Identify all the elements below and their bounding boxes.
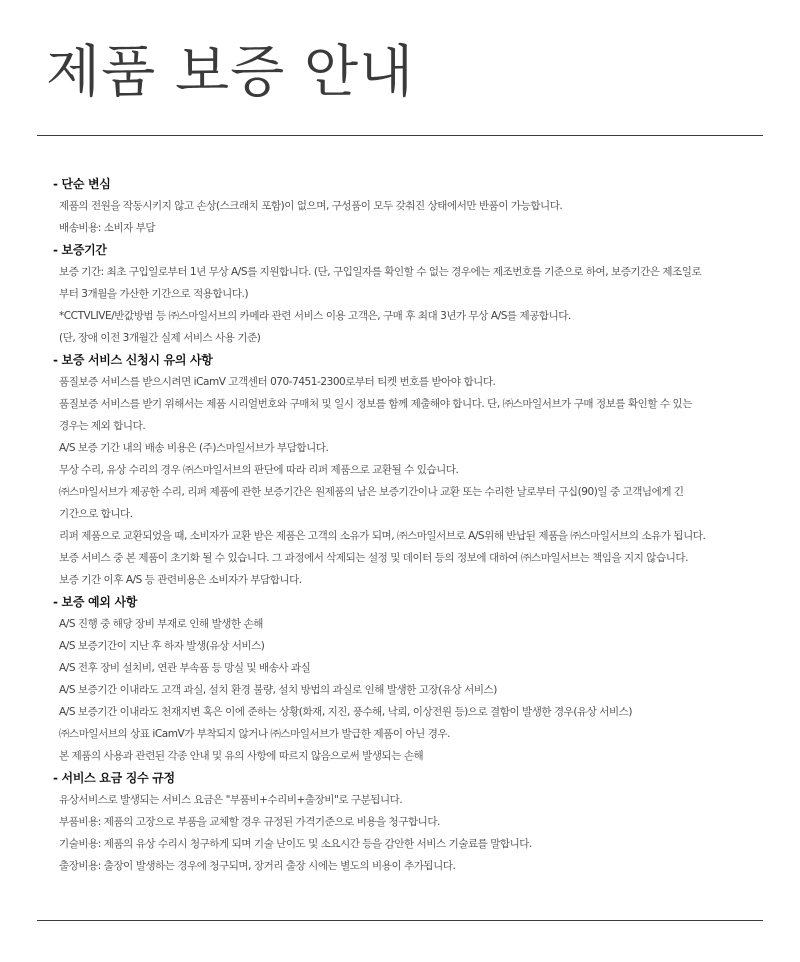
section-body (53, 195, 768, 239)
text-line: 기술비용: 제품의 유상 수리시 청구하게 되며 기술 난이도 및 소요시간 등을 감안한 서비스 기술료를 말합니다. (59, 838, 532, 850)
text-line: 배송비용: 소비자 부담 (59, 222, 156, 234)
text-line: A/S 전후 장비 설치비, 연관 부속품 등 망실 및 배송사 과실 (59, 662, 311, 674)
text-line: 출장비용: 출장이 발생하는 경우에 청구되며, 장거리 출장 시에는 별도의 비용이 추가됩니다. (59, 860, 456, 872)
text-line: 유상서비스로 발생되는 서비스 요금은 "부품비+수리비+출장비"로 구분됩니다. (59, 794, 403, 806)
section-body (53, 613, 768, 767)
text-line: 리퍼 제품으로 교환되었을 때, 소비자가 교환 받은 제품은 고객의 소유가 되며, ㈜스마일서브로 A/S위해 반납된 제품을 ㈜스마일서브의 소유가 됩니다. (59, 530, 706, 542)
text-line: 본 제품의 사용과 관련된 각종 안내 및 유의 사항에 따르지 않음으로써 발생되는 손해 (59, 750, 424, 762)
bottom-divider (37, 920, 763, 921)
section-heading: - 단순 변심 (53, 177, 111, 191)
text-line: 기간으로 합니다. (59, 508, 133, 520)
section-simple-change-of-mind (53, 173, 768, 239)
text-line: 무상 수리, 유상 수리의 경우 ㈜스마일서브의 판단에 따라 리퍼 제품으로 교환될 수 있습니다. (59, 464, 459, 476)
text-line: (단, 장애 이전 3개월간 실제 서비스 사용 기준) (59, 332, 261, 344)
section-warranty-exclusions (53, 591, 768, 767)
section-body (53, 261, 768, 349)
section-heading: - 보증 예외 사항 (53, 595, 138, 609)
text-line: ㈜스마일서브의 상표 iCamV가 부착되지 않거나 ㈜스마일서브가 발급한 제품이 아닌 경우. (59, 728, 450, 740)
text-line: 부품비용: 제품의 고장으로 부품을 교체할 경우 규정된 가격기준으로 비용을 청구합니다. (59, 816, 440, 828)
section-service-request-notes (53, 349, 768, 591)
text-line: A/S 진행 중 해당 장비 부재로 인해 발생한 손해 (59, 618, 263, 630)
text-line: A/S 보증기간 이내라도 고객 과실, 설치 환경 불량, 설치 방법의 과실로 인해 발생한 고장(유상 서비스) (59, 684, 497, 696)
text-line: 제품의 전원을 작동시키지 않고 손상(스크래치 포함)이 없으며, 구성품이 모두 갖춰진 상태에서만 반품이 가능합니다. (59, 200, 563, 212)
text-line: 부터 3개월을 가산한 기간으로 적용합니다.) (59, 288, 249, 300)
section-heading: - 보증기간 (53, 243, 107, 257)
section-body (53, 789, 768, 877)
text-line: 품질보증 서비스를 받기 위해서는 제품 시리얼번호와 구매처 및 일시 정보를 함께 제출해야 합니다. 단, ㈜스마일서브가 구매 정보를 확인할 수 있는 (59, 398, 692, 410)
text-line: A/S 보증기간 이내라도 천재지변 혹은 이에 준하는 상황(화재, 지진, 풍수해, 낙뢰, 이상전원 등)으로 결함이 발생한 경우(유상 서비스) (59, 706, 633, 718)
section-heading: - 보증 서비스 신청시 유의 사항 (53, 353, 213, 367)
text-line: *CCTVLIVE/반값방범 등 ㈜스마일서브의 카메라 관련 서비스 이용 고객은, 구매 후 최대 3년가 무상 A/S를 제공합니다. (59, 310, 571, 322)
section-service-fee-rules (53, 767, 768, 877)
top-divider (37, 135, 763, 136)
text-line: 보증 기간 이후 A/S 등 관련비용은 소비자가 부담합니다. (59, 574, 302, 586)
text-line: ㈜스마일서브가 제공한 수리, 리퍼 제품에 관한 보증기간은 원제품의 남은 보증기간이나 교환 또는 수리한 날로부터 구십(90)일 중 고객님에게 긴 (59, 486, 684, 498)
text-line: A/S 보증 기간 내의 배송 비용은 (주)스마일서브가 부담합니다. (59, 442, 329, 454)
text-line: 품질보증 서비스를 받으시려면 iCamV 고객센터 070-7451-2300로부터 티켓 번호를 받아야 합니다. (59, 376, 496, 388)
section-warranty-period (53, 239, 768, 349)
warranty-content (53, 173, 768, 877)
section-heading: - 서비스 요금 징수 규정 (53, 771, 175, 785)
section-body (53, 371, 768, 591)
page-title: 제품 보증 안내 (46, 40, 415, 105)
text-line: 보증 서비스 중 본 제품이 초기화 될 수 있습니다. 그 과정에서 삭제되는 설정 및 데이터 등의 정보에 대하여 ㈜스마일서브는 책임을 지지 않습니다. (59, 552, 688, 564)
text-line: A/S 보증기간이 지난 후 하자 발생(유상 서비스) (59, 640, 265, 652)
text-line: 보증 기간: 최초 구입일로부터 1년 무상 A/S를 지원합니다. (단, 구입일자를 확인할 수 없는 경우에는 제조번호를 기준으로 하여, 보증기간은 제조일로 (59, 266, 702, 278)
text-line: 경우는 제외 합니다. (59, 420, 146, 432)
